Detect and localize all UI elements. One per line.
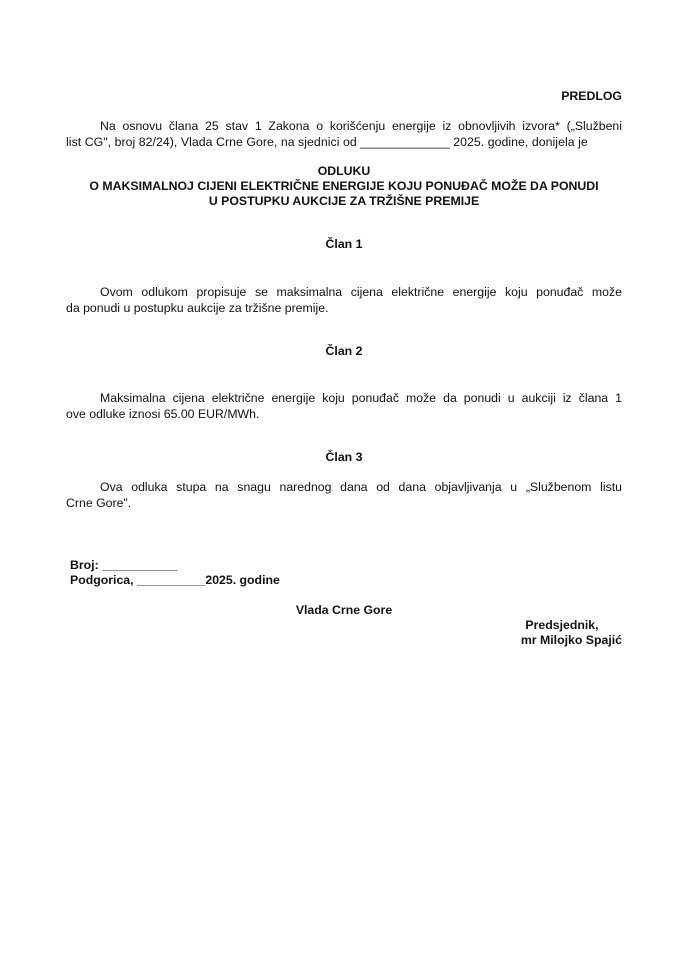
preamble-line: list CG", broj 82/24), Vlada Crne Gore, na sjednici od _____________ 2025. godine, donijela je [66,135,588,149]
document-subtitle: O MAKSIMALNOJ CIJENI ELEKTRIČNE ENERGIJE KOJU PONUĐAČ MOŽE DA PONUDI [89,179,599,193]
article-1-heading: Član 1 [325,237,363,251]
document-title: ODLUKU [317,164,371,178]
document-status-label: PREDLOG [561,89,622,103]
article-3-text: Ova odluka stupa na snagu narednog dana od dana objavljivanja u „Službenom listu [100,480,622,494]
article-1-text: Ovom odlukom propisuje se maksimalna cijena električne energije koju ponuđač može [100,285,622,299]
article-2-text: Maksimalna cijena električne energije koju ponuđač može da ponudi u aukciji iz člana 1 [100,391,622,405]
article-1-text: da ponudi u postupku aukcije za tržišne premije. [66,301,329,315]
signatory-name: mr Milojko Spajić [520,633,622,647]
government-name: Vlada Crne Gore [295,603,393,617]
document-number: Broj: ___________ [70,558,178,572]
article-3-text: Crne Gore". [66,496,132,510]
article-3-heading: Član 3 [325,450,363,464]
place-and-date: Podgorica, __________2025. godine [70,573,280,587]
article-2-heading: Član 2 [325,344,363,358]
document-subtitle: U POSTUPKU AUKCIJE ZA TRŽIŠNE PREMIJE [208,194,480,208]
preamble-line: Na osnovu člana 25 stav 1 Zakona o korišćenju energije iz obnovljivih izvora* („Službeni [100,119,622,133]
article-2-text: ove odluke iznosi 65.00 EUR/MWh. [66,407,260,421]
signatory-title: Predsjednik, [525,618,599,632]
